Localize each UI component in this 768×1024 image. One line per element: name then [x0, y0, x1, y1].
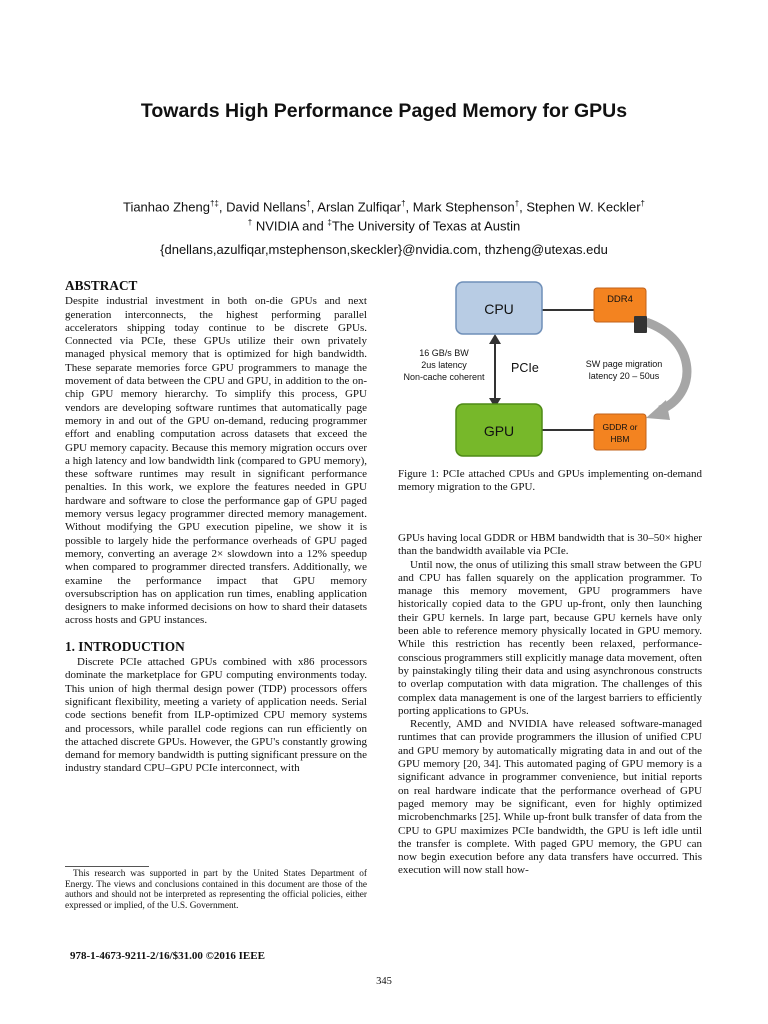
footnote-text: This research was supported in part by the United States Department of Energy. The views and conclusions contained in this document are those of the authors and should not be interpreted as representing the official policies, either expressed or implied, of the U.S. Government. [65, 869, 367, 911]
affiliation-mark: †‡ [209, 199, 219, 208]
affiliation-mark: † [247, 218, 253, 228]
separator: , [405, 199, 413, 215]
latency-label: 2us latency [421, 360, 467, 370]
migration-label-line1: SW page migration [585, 359, 663, 369]
author-name: Mark Stephenson [412, 199, 515, 215]
author-name: Stephen W. Keckler [526, 199, 641, 215]
figure-1 [398, 270, 702, 460]
gddr-label-line1: GDDR or [602, 422, 638, 432]
right-column [398, 532, 702, 878]
paragraph: Recently, AMD and NVIDIA have released software-managed runtimes that can provide programmers the illusion of unified CPU and GPU memory by automatically migrating data in and out of the GPU memory [20, 34]. This automated paging of GPU memory is a significant advance in programmer convenience, but initial reports on real hardware indicate that the performance overhead of GPU paged memory may be significant, even for highly optimized microbenchmarks [25]. While up-front bulk transfer of data from the CPU to GPU maximizes PCIe bandwidth, the GPU is left idle until the transfer is complete. With paged GPU memory, the GPU can now begin execution before any data transfers have occurred. This execution will now stall how- [398, 718, 702, 877]
author-list [0, 196, 768, 215]
ddr4-label: DDR4 [607, 294, 633, 305]
affiliation-mark: † [401, 199, 406, 208]
migration-label-line2: latency 20 – 50us [588, 371, 660, 381]
footnote [65, 869, 367, 911]
coherence-label: Non-cache coherent [403, 372, 485, 382]
affiliations [0, 215, 768, 234]
paragraph: GPUs having local GDDR or HBM bandwidth that is 30–50× higher than the bandwidth available via PCIe. [398, 532, 702, 558]
copyright-line: 978-1-4673-9211-2/16/$31.00 ©2016 IEEE [70, 950, 265, 962]
separator: , [310, 199, 318, 215]
introduction-heading: 1. INTRODUCTION [65, 638, 185, 654]
page-number: 345 [376, 976, 392, 987]
author-emails: {dnellans,azulfiqar,mstephenson,skeckler}@nvidia.com, thzheng@utexas.edu [160, 242, 608, 257]
abstract-text: Despite industrial investment in both on-die GPUs and next generation interconnects, the highest performing parallel accelerators shipping today continue to be discrete GPUs. Connected via PCIe, these GPUs utilize their own privately managed physical memory that is optimized for high bandwidth. These separate memories force GPU programmers to manage the movement of data between the CPU and GPU, in addition to the on-chip GPU memory hierarchy. To simplify this process, GPU vendors are developing software runtimes that automatically page memory in and out of the GPU on-demand, reducing programmer effort and enabling computation across datasets that exceed the GPU memory capacity. Because this memory migration occurs over a high latency and low bandwidth link (compared to GPU memory), these software runtimes may result in significant performance penalties. In this work, we explore the features needed in GPU hardware and software to close the performance gap of GPU paged memory versus legacy programmer directed memory management. Without modifying the GPU execution pipeline, we show it is possible to largely hide the performance overheads of GPU paged memory, converting an average 2× slowdown into a 12% speedup when compared to programmer directed transfers. Additionally, we examine the performance impact that GPU memory oversubscription has on application run times, enabling application designers to make informed decisions on how to shard their datasets across hosts and GPU instances. [65, 295, 367, 627]
affiliation-mark: † [306, 199, 311, 208]
figure-diagram [398, 270, 702, 460]
pcie-label: PCIe [511, 361, 539, 375]
cpu-label: CPU [484, 301, 514, 317]
paragraph: Until now, the onus of utilizing this small straw between the GPU and CPU has fallen squarely on the application programmer. To manage this memory movement, GPU programmers have historically copied data to the GPU up-front, only then launching their GPU kernels. In large part, because GPU kernels have only been able to reference memory physically located in GPU memory. While this restriction has recently been relaxed, performance-conscious programmers still explicitly manage data movement, often by painstakingly tiling their data and using asynchronous constructs to overlap computation with data migration. The challenges of this complex data management is one of the largest barriers to efficiently porting applications to GPUs. [398, 558, 702, 717]
gddr-box [594, 414, 646, 450]
abstract-heading: ABSTRACT [65, 278, 138, 293]
left-column [65, 279, 367, 776]
introduction-text: Discrete PCIe attached GPUs combined with x86 processors dominate the marketplace for GPU computing environments today. This union of high thermal design power (TDP) processors offers significant flexibility, meeting a variety of application needs. Serial code sections benefit from ILP-optimized CPU memory systems and processors, while parallel code regions can run efficiently on the attached discrete GPUs. However, the GPU's constantly growing demand for memory bandwidth is putting significant pressure on the industry standard CPU–GPU PCIe interconnect, with [65, 656, 367, 775]
affiliation-mark: ‡ [327, 218, 332, 228]
author-name: David Nellans [226, 199, 307, 215]
paper-title: Towards High Performance Paged Memory for GPUs [140, 100, 628, 122]
affiliation-mark: † [640, 199, 645, 208]
author-name: Arslan Zulfiqar [317, 199, 402, 215]
gpu-label: GPU [483, 423, 515, 439]
bandwidth-label: 16 GB/s BW [419, 348, 469, 358]
affiliation: NVIDIA and [252, 218, 328, 234]
separator: , [218, 199, 227, 215]
arrow-up-icon [489, 334, 501, 344]
affiliation: The University of Texas at Austin [331, 218, 521, 234]
affiliation-mark: † [514, 199, 520, 208]
separator: , [519, 199, 527, 215]
page-icon [634, 316, 647, 333]
gddr-label-line2: HBM [610, 434, 630, 444]
figure-caption: Figure 1: PCIe attached CPUs and GPUs implementing on-demand memory migration to the GPU. [398, 468, 702, 494]
author-name: Tianhao Zheng [122, 199, 210, 215]
author-block [0, 196, 768, 235]
migration-arrow-head-icon [646, 400, 670, 420]
footnote-rule [65, 866, 149, 867]
